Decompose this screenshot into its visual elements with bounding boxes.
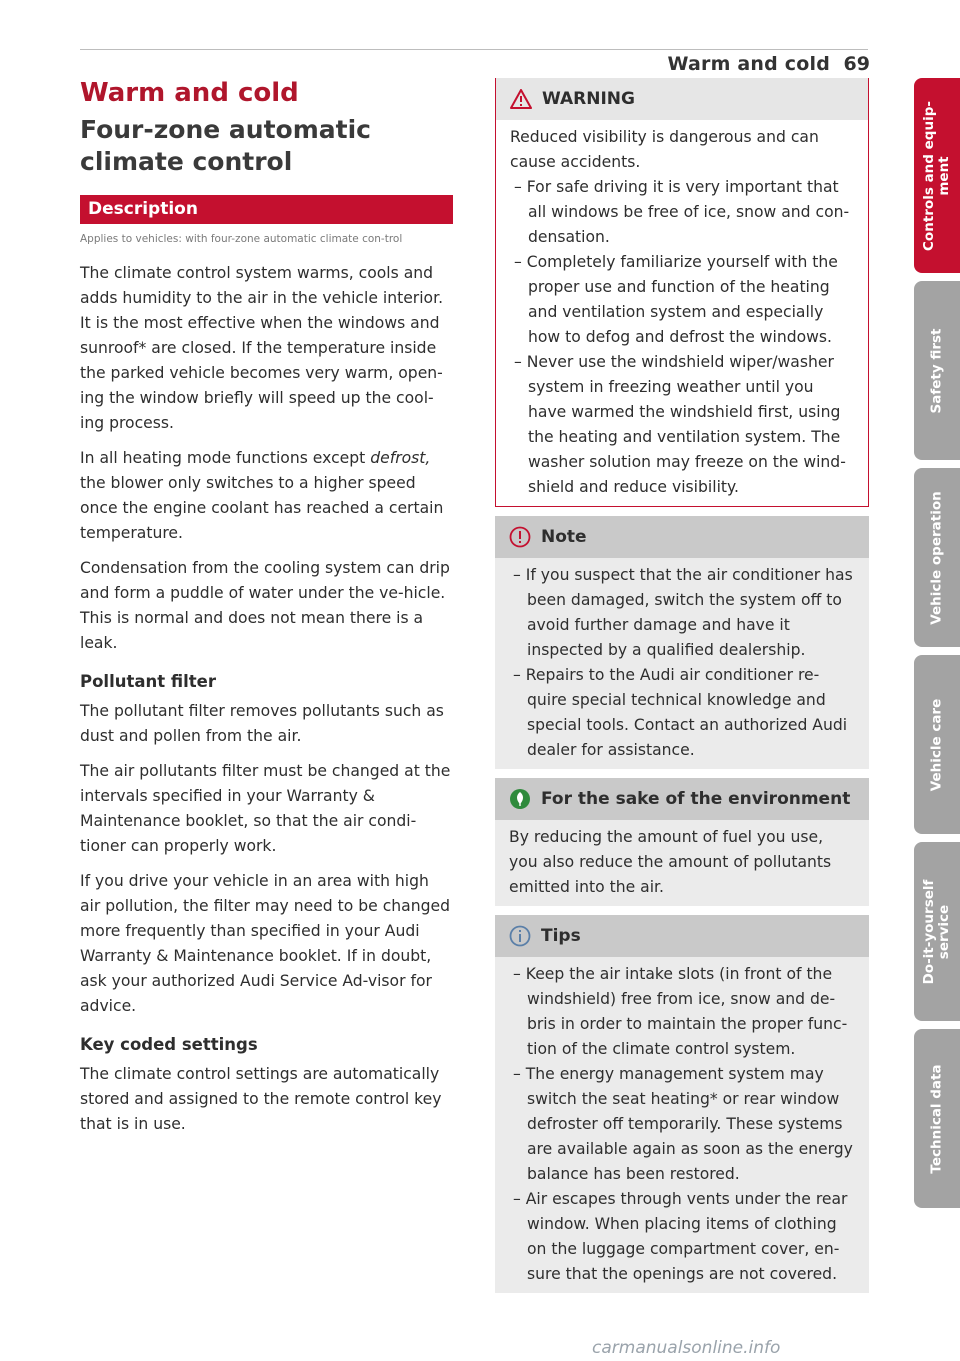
key-coded-settings-heading: Key coded settings [80,1035,258,1054]
tips-box [495,915,869,1293]
list-item: – If you suspect that the air conditioner has been damaged, switch the system off to avoid further damage and have it inspected by a qualified dealership. [513,566,853,659]
tips-header [495,915,869,957]
defrost-term: defrost, [370,449,431,467]
note-box [495,516,869,769]
note-exclamation-icon [509,526,531,548]
list-item: – The energy management system may switch the seat heating* or rear window defroster off temporarily. These systems are available again as soon as the energy balance has been restored. [513,1065,853,1183]
chapter-title: Warm and cold [80,78,299,108]
header-rule [80,49,868,50]
watermark: carmanualsonline.info [592,1338,781,1358]
condensation-paragraph: Condensation from the cooling system can drip and form a puddle of water under the ve-hicle. This is normal and does not mean there is a leak. [80,559,450,652]
tab-do-it-yourself-service[interactable] [914,842,960,1021]
page-number: 69 [843,53,870,75]
pollutant-paragraph: If you drive your vehicle in an area with high air pollution, the filter may need to be changed more frequently than specified in your Audi Warranty & Maintenance booklet. If in doubt, ask your authorized Audi Service Ad-visor for advice. [80,872,451,1015]
list-item: – Repairs to the Audi air conditioner re-quire special technical knowledge and special tools. Contact an authorized Audi dealer for assistance. [513,666,848,759]
tab-label: service [936,904,952,959]
tab-label: Controls and equip- [921,100,937,251]
note-header [495,516,869,558]
heating-paragraph [80,446,453,546]
list-item: – Never use the windshield wiper/washer system in freezing weather until you have warmed the windshield first, using the heating and ventilation system. The washer solution may freeze on the wind-shield and reduce visibility. [514,353,846,496]
applies-to-note: Applies to vehicles: with four-zone automatic climate con-trol [80,233,403,245]
tab-label: ment [936,155,952,196]
list-item: – Keep the air intake slots (in front of the windshield) free from ice, snow and de-bris in order to maintain the proper func-tion of the climate control system. [513,965,848,1058]
tips-list [509,962,855,1287]
environment-header [495,778,869,820]
warning-title: WARNING [542,89,635,109]
info-icon [509,925,531,947]
note-list [509,563,855,763]
tab-label: Technical data [928,1063,945,1174]
warning-header [496,78,868,120]
warning-body [496,120,868,506]
warning-box [495,78,869,507]
tab-controls-and-equipment[interactable] [914,78,960,273]
running-head [667,51,870,81]
pollutant-paragraph: The pollutant filter removes pollutants such as dust and pollen from the air. [80,702,444,745]
pollutant-filter-heading: Pollutant filter [80,672,216,691]
running-title: Warm and cold [667,53,830,75]
description-bar: Description [80,195,453,224]
chapter-tabs [914,78,960,1216]
note-title: Note [541,527,587,547]
warning-intro: Reduced visibility is dangerous and can cause accidents. [510,128,819,171]
section-title: Four-zone automatic climate control [80,115,371,176]
tab-label: Vehicle care [928,698,945,791]
list-item: – Air escapes through vents under the rear window. When placing items of clothing on the luggage compartment cover, en-sure that the openings are not covered. [513,1190,848,1283]
key-coded-paragraph: The climate control settings are automatically stored and assigned to the remote control key that is in use. [80,1065,442,1133]
warning-triangle-icon [510,89,532,109]
intro-paragraph: The climate control system warms, cools and adds humidity to the air in the vehicle interior. It is the most effective when the windows and sunroof* are closed. If the temperature inside the parked vehicle becomes very warm, open-ing the window briefly will speed up the cool-ing process. [80,264,444,432]
environment-box [495,778,869,906]
tab-safety-first[interactable] [914,281,960,460]
heating-paragraph-rest: the blower only switches to a higher speed once the engine coolant has reached a certain temperature. [80,474,444,542]
tab-vehicle-operation[interactable] [914,468,960,647]
heating-paragraph-prefix: In all heating mode functions except [80,449,371,467]
list-item: – Completely familiarize yourself with the proper use and function of the heating and ventilation system and especially how to defog and defrost the windows. [514,253,838,346]
environment-title: For the sake of the environment [541,789,851,809]
tab-vehicle-care[interactable] [914,655,960,834]
list-item: – For safe driving it is very important that all windows be free of ice, snow and con-densation. [514,178,850,246]
tab-technical-data[interactable] [914,1029,960,1208]
right-column [495,78,869,1293]
pollutant-paragraph: The air pollutants filter must be changed at the intervals specified in your Warranty & Maintenance booklet, so that the air condi-tioner can properly work. [80,762,451,855]
tips-body [495,957,869,1293]
left-column [80,78,453,1137]
environment-leaf-icon [509,788,531,810]
note-body [495,558,869,769]
tab-label: Vehicle operation [928,490,945,625]
warning-list [510,175,854,500]
tips-title: Tips [541,926,581,946]
environment-text: By reducing the amount of fuel you use, you also reduce the amount of pollutants emitted into the air. [509,828,832,896]
tab-label: Do-it-yourself [921,879,937,984]
environment-body [495,820,869,906]
tab-label: Safety first [928,328,945,413]
